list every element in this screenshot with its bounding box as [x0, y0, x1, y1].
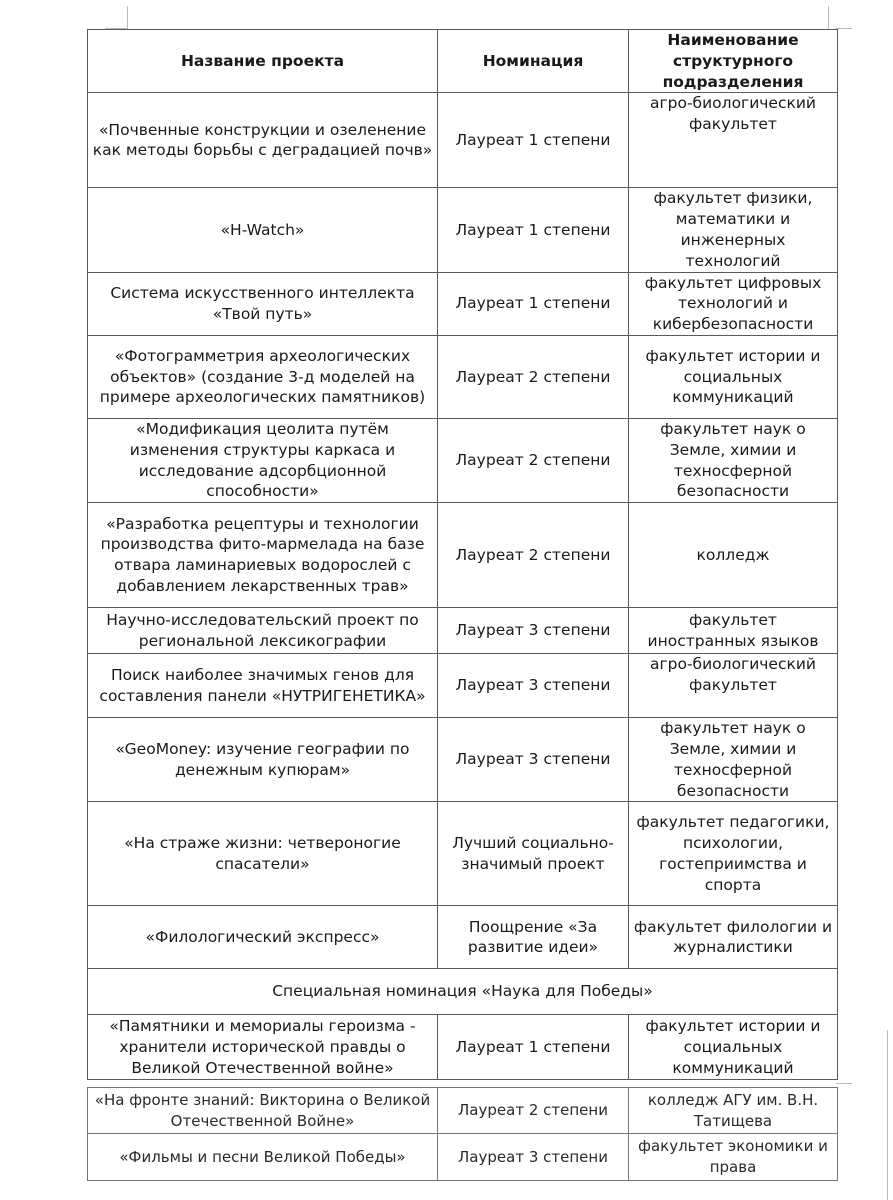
page-margin-guide	[127, 6, 128, 29]
page-margin-guide	[836, 1083, 852, 1084]
page-margin-guide	[836, 28, 852, 29]
table-row	[88, 1088, 838, 1134]
table-row	[88, 654, 838, 718]
table-row	[88, 906, 838, 969]
project-cell: «Фотограмметрия археологических объектов» (создание 3-д моделей на примере археологических памятников)	[88, 335, 438, 418]
project-cell: «Модификация цеолита путём изменения структуры каркаса и исследование адсорбционной способности»	[88, 418, 438, 502]
awards-table-continued	[87, 1087, 838, 1181]
department-cell: агро-биологический факультет	[629, 654, 838, 718]
department-cell: колледж	[629, 503, 838, 608]
department-cell: агро-биологический факультет	[629, 93, 838, 188]
project-cell: «Разработка рецептуры и технологии производства фито-мармелада на базе отвара ламинариевых водорослей с добавлением лекарственных трав»	[88, 503, 438, 608]
table-row	[88, 608, 838, 654]
department-cell: колледж АГУ им. В.Н. Татищева	[629, 1088, 838, 1134]
department-cell: факультет наук о Земле, химии и техносферной безопасности	[629, 418, 838, 502]
table-row	[88, 718, 838, 802]
project-cell: Научно-исследовательский проект по региональной лексикографии	[88, 608, 438, 654]
nomination-cell: Лауреат 3 степени	[438, 654, 629, 718]
table-header-row	[88, 30, 838, 93]
awards-table	[87, 29, 838, 1080]
header-project: Название проекта	[88, 30, 438, 93]
nomination-cell: Лауреат 3 степени	[438, 718, 629, 802]
project-cell: Система искусственного интеллекта «Твой путь»	[88, 272, 438, 335]
project-cell: «Филологический экспресс»	[88, 906, 438, 969]
nomination-cell: Лауреат 1 степени	[438, 93, 629, 188]
department-cell: факультет филологии и журналистики	[629, 906, 838, 969]
department-cell: факультет иностранных языков	[629, 608, 838, 654]
project-cell: «Фильмы и песни Великой Победы»	[88, 1134, 438, 1181]
project-cell: «H-Watch»	[88, 188, 438, 272]
nomination-cell: Лауреат 2 степени	[438, 335, 629, 418]
department-cell: факультет наук о Земле, химии и техносферной безопасности	[629, 718, 838, 802]
page-margin-guide	[828, 6, 829, 29]
project-cell: Поиск наиболее значимых генов для составления панели «НУТРИГЕНЕТИКА»	[88, 654, 438, 718]
nomination-cell: Лауреат 3 степени	[438, 608, 629, 654]
nomination-cell: Лауреат 2 степени	[438, 418, 629, 502]
special-nomination-title: Специальная номинация «Наука для Победы»	[88, 969, 838, 1015]
table-row	[88, 93, 838, 188]
department-cell: факультет физики, математики и инженерных технологий	[629, 188, 838, 272]
department-cell: факультет цифровых технологий и кибербезопасности	[629, 272, 838, 335]
project-cell: «Памятники и мемориалы героизма - хранители исторической правды о Великой Отечественной войне»	[88, 1015, 438, 1080]
department-cell: факультет истории и социальных коммуникаций	[629, 1015, 838, 1080]
project-cell: «На страже жизни: четвероногие спасатели»	[88, 802, 438, 906]
nomination-cell: Лауреат 1 степени	[438, 272, 629, 335]
nomination-cell: Лауреат 2 степени	[438, 503, 629, 608]
project-cell: «GeoMoney: изучение географии по денежным купюрам»	[88, 718, 438, 802]
nomination-cell: Лучший социально-значимый проект	[438, 802, 629, 906]
nomination-cell: Поощрение «За развитие идеи»	[438, 906, 629, 969]
department-cell: факультет истории и социальных коммуникаций	[629, 335, 838, 418]
page-margin-guide	[887, 1030, 888, 1200]
table-row	[88, 1134, 838, 1181]
table-row	[88, 1015, 838, 1080]
header-department: Наименование структурного подразделения	[629, 30, 838, 93]
table-row	[88, 272, 838, 335]
table-row	[88, 188, 838, 272]
nomination-cell: Лауреат 3 степени	[438, 1134, 629, 1181]
table-row	[88, 418, 838, 502]
department-cell: факультет экономики и права	[629, 1134, 838, 1181]
nomination-cell: Лауреат 1 степени	[438, 1015, 629, 1080]
nomination-cell: Лауреат 2 степени	[438, 1088, 629, 1134]
table-row	[88, 802, 838, 906]
table-row	[88, 503, 838, 608]
project-cell: «На фронте знаний: Викторина о Великой Отечественной Войне»	[88, 1088, 438, 1134]
special-nomination-row	[88, 969, 838, 1015]
table-row	[88, 335, 838, 418]
department-cell: факультет педагогики, психологии, гостеприимства и спорта	[629, 802, 838, 906]
nomination-cell: Лауреат 1 степени	[438, 188, 629, 272]
header-nomination: Номинация	[438, 30, 629, 93]
project-cell: «Почвенные конструкции и озеленение как методы борьбы с деградацией почв»	[88, 93, 438, 188]
